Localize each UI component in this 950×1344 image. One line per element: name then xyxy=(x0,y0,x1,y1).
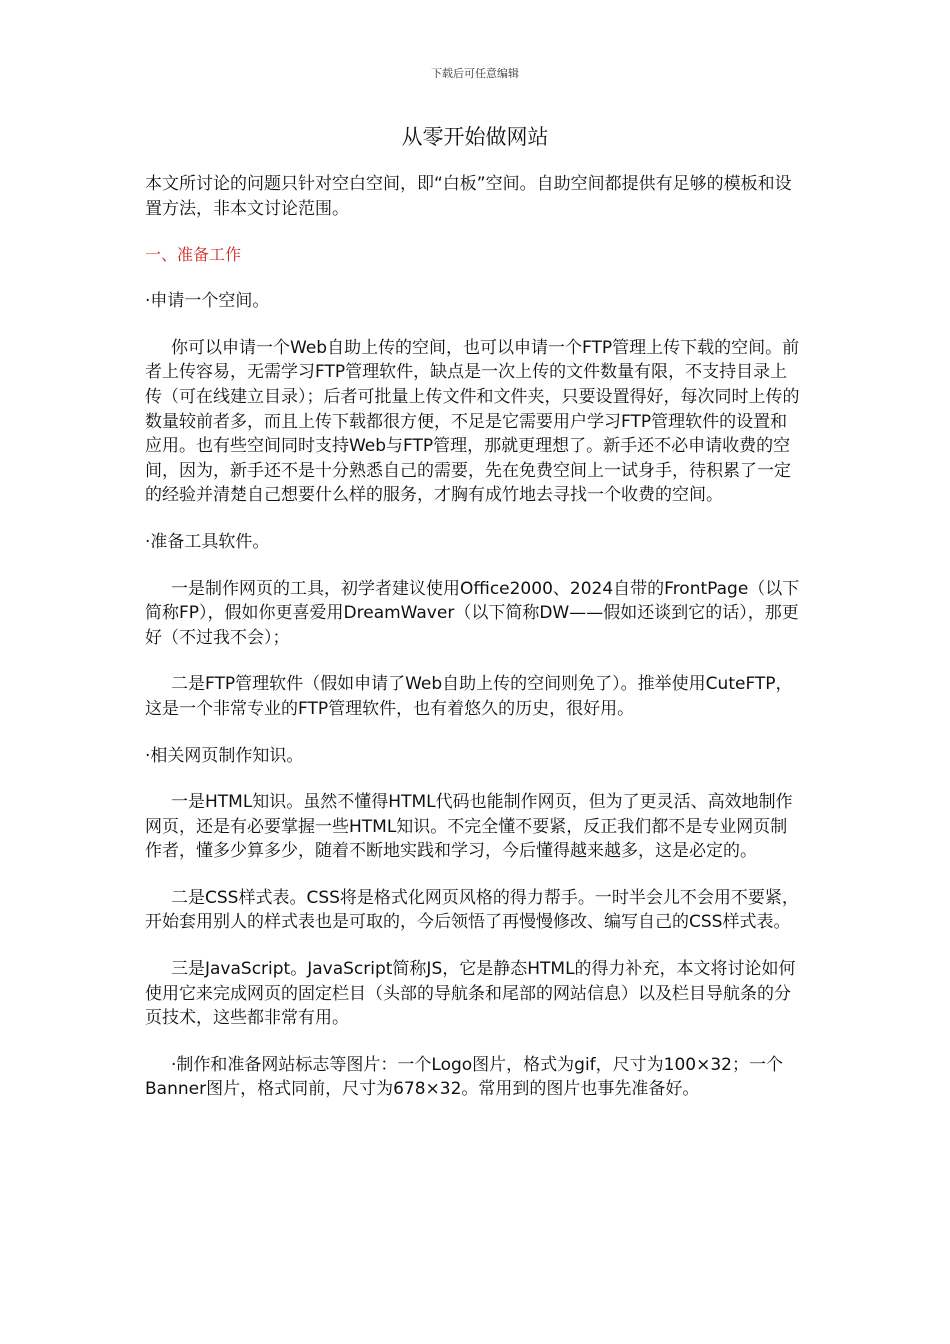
section-heading-preparation: 一、准备工作 xyxy=(145,245,242,265)
page-title: 从零开始做网站 xyxy=(401,125,549,149)
paragraph-css: 二是CSS样式表。CSS将是格式化网页风格的得力帮手。一时半会儿不会用不要紧，开始套用别人的样式表也是可取的，今后领悟了再慢慢修改、编写自己的CSS样式表。 xyxy=(145,887,799,933)
header-note: 下载后可任意编辑 xyxy=(431,67,519,80)
paragraph-space-options: 你可以申请一个Web自助上传的空间，也可以申请一个FTP管理上传下载的空间。前者上传容易，无需学习FTP管理软件，缺点是一次上传的文件数量有限，不支持目录上传（可在线建立目录）；后者可批量上传文件和文件夹，只要设置得好，每次同时上传的数量较前者多，而且上传下载都很方便，不足是它需要用户学习FTP管理软件的设置和应用。也有些空间同时支持Web与FTP管理，那就更理想了。新手还不必申请收费的空间，因为，新手还不是十分熟悉自己的需要，先在免费空间上一试身手，待积累了一定的经验并清楚自己想要什么样的服务，才胸有成竹地去寻找一个收费的空间。 xyxy=(145,337,800,506)
intro-paragraph: 本文所讨论的问题只针对空白空间，即“白板”空间。自助空间都提供有足够的模板和设置方法，非本文讨论范围。 xyxy=(145,174,792,219)
bullet-web-knowledge: ·相关网页制作知识。 xyxy=(145,745,304,766)
paragraph-ftp-tools: 二是FTP管理软件（假如申请了Web自助上传的空间则免了）。推举使用CuteFTP，这是一个非常专业的FTP管理软件，也有着悠久的历史，很好用。 xyxy=(145,674,793,719)
paragraph-html: 一是HTML知识。虽然不懂得HTML代码也能制作网页，但为了更灵活、高效地制作网页，还是有必要掌握一些HTML知识。不完全懂不要紧，反正我们都不是专业网页制作者，懂多少算多少，随着不断地实践和学习，今后懂得越来越多，这是必定的。 xyxy=(145,792,793,862)
bullet-images: ·制作和准备网站标志等图片：一个Logo图片，格式为gif，尺寸为100×32；一个Banner图片，格式同前，尺寸为678×32。常用到的图片也事先准备好。 xyxy=(145,1054,783,1100)
paragraph-web-tools: 一是制作网页的工具，初学者建议使用Office2000、2024自带的FrontPage（以下简称FP），假如你更喜爱用DreamWaver（以下简称DW——假如还谈到它的话），那更好（不过我不会）； xyxy=(145,578,800,648)
bullet-apply-space: ·申请一个空间。 xyxy=(145,291,270,312)
paragraph-javascript: 三是JavaScript。JavaScript简称JS，它是静态HTML的得力补充，本文将讨论如何使用它来完成网页的固定栏目（头部的导航条和尾部的网站信息）以及栏目导航条的分页技术，这些都非常有用。 xyxy=(145,959,796,1029)
bullet-prepare-tools: ·准备工具软件。 xyxy=(145,531,270,552)
document-body xyxy=(145,172,802,1102)
